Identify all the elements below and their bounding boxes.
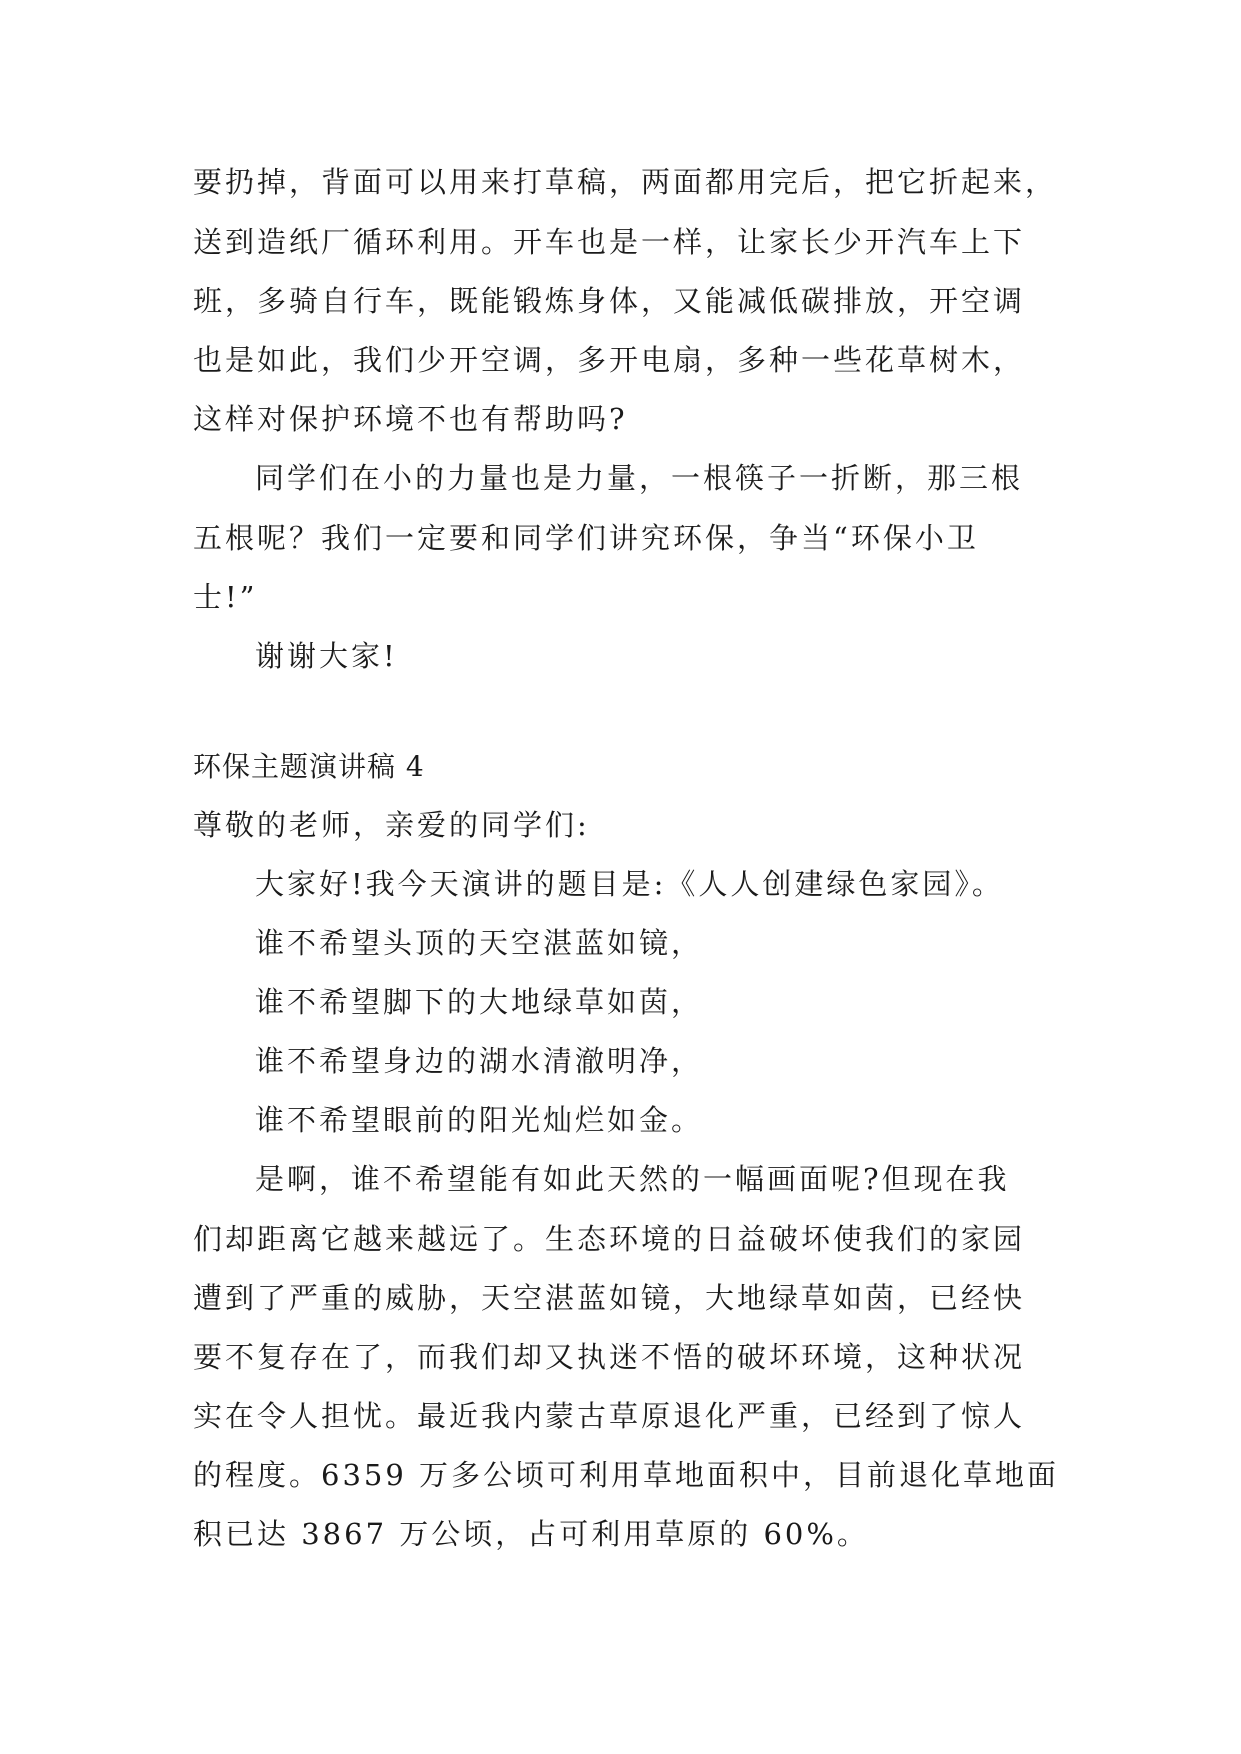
text-line: 班，多骑自行车，既能锻炼身体，又能减低碳排放，开空调 bbox=[193, 284, 1026, 318]
text-line: 也是如此，我们少开空调，多开电扇，多种一些花草树木， bbox=[193, 343, 1026, 377]
closing-thanks: 谢谢大家! bbox=[255, 639, 398, 673]
text-line: 积已达 3867 万公顷，占可利用草原的 60%。 bbox=[193, 1517, 869, 1551]
text-line: 的程度。6359 万多公顷可利用草地面积中，目前退化草地面 bbox=[193, 1458, 1060, 1492]
text-line: 同学们在小的力量也是力量，一根筷子一折断，那三根 bbox=[255, 461, 1024, 495]
text-line: 要扔掉，背面可以用来打草稿，两面都用完后，把它折起来， bbox=[193, 165, 1058, 199]
text-line: 是啊，谁不希望能有如此天然的一幅画面呢?但现在我 bbox=[255, 1162, 1010, 1196]
text-line: 五根呢？我们一定要和同学们讲究环保，争当“环保小卫 bbox=[193, 521, 979, 555]
text-line: 士!” bbox=[193, 580, 258, 614]
salutation: 尊敬的老师，亲爱的同学们: bbox=[193, 808, 590, 842]
poem-line: 谁不希望头顶的天空湛蓝如镜， bbox=[255, 926, 704, 960]
section-title: 环保主题演讲稿 4 bbox=[193, 750, 425, 783]
text-line: 遭到了严重的威胁，天空湛蓝如镜，大地绿草如茵，已经快 bbox=[193, 1281, 1026, 1315]
text-line: 实在令人担忧。最近我内蒙古草原退化严重，已经到了惊人 bbox=[193, 1399, 1026, 1433]
text-line: 要不复存在了，而我们却又执迷不悟的破坏环境，这种状况 bbox=[193, 1340, 1026, 1374]
poem-line: 谁不希望眼前的阳光灿烂如金。 bbox=[255, 1103, 704, 1137]
text-line: 们却距离它越来越远了。生态环境的日益破坏使我们的家园 bbox=[193, 1222, 1026, 1256]
poem-line: 谁不希望身边的湖水清澈明净， bbox=[255, 1044, 704, 1078]
intro-line: 大家好!我今天演讲的题目是:《人人创建绿色家园》。 bbox=[255, 867, 1004, 901]
poem-line: 谁不希望脚下的大地绿草如茵， bbox=[255, 985, 704, 1019]
text-line: 送到造纸厂循环利用。开车也是一样，让家长少开汽车上下 bbox=[193, 225, 1026, 259]
text-line: 这样对保护环境不也有帮助吗? bbox=[193, 402, 628, 436]
